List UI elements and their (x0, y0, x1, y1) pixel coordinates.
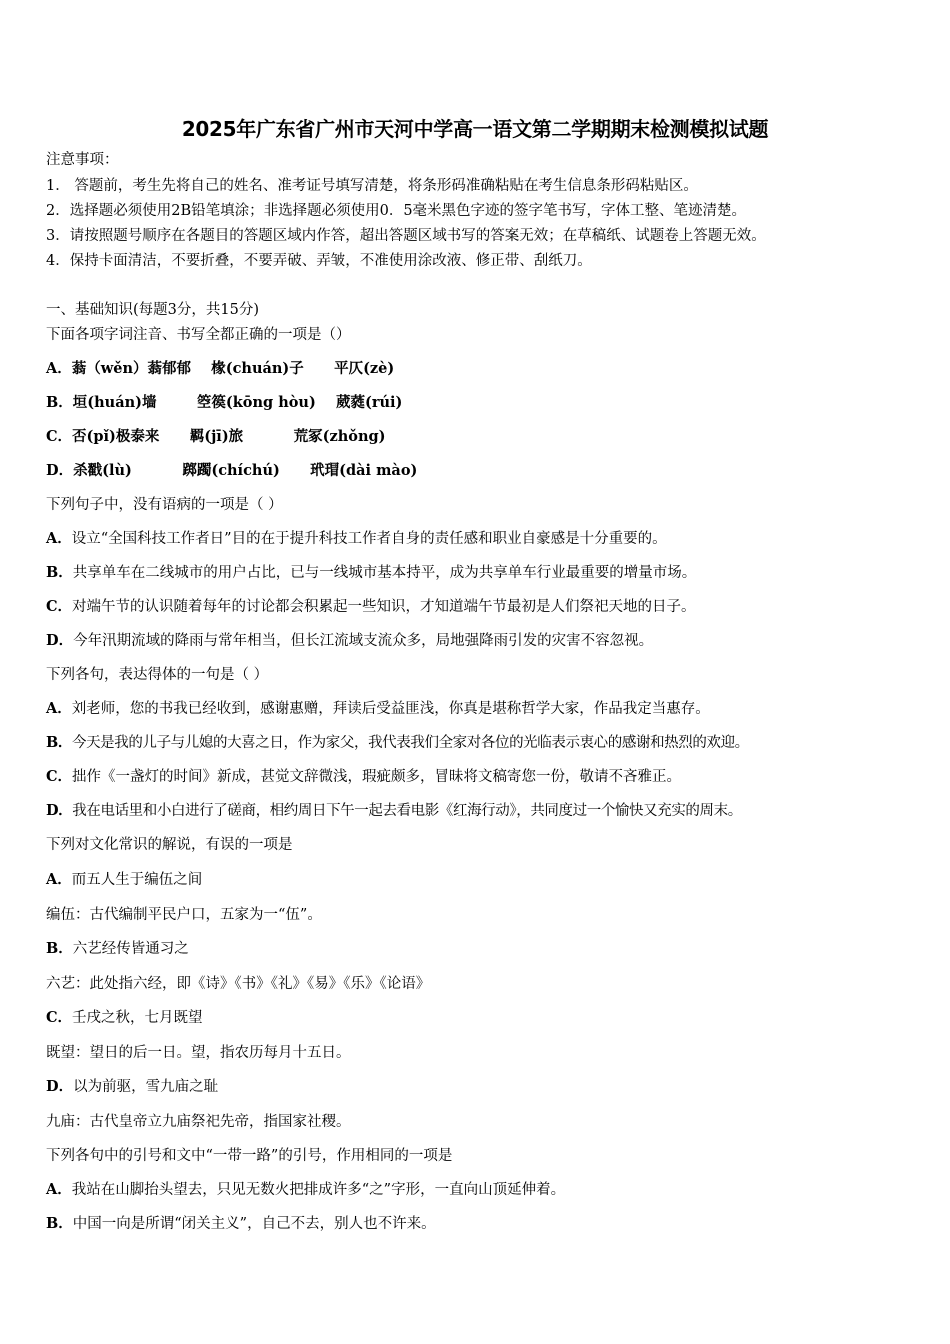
notice-heading: 注意事项： (46, 152, 119, 168)
option-label: A． (46, 360, 72, 377)
option-row (46, 1180, 565, 1200)
option-label: B． (46, 734, 72, 751)
option-label: C． (46, 768, 73, 785)
question-stem: 下列各句中的引号和文中“一带一路”的引号，作用相同的一项是 (46, 1148, 453, 1164)
notice-item: 4．保持卡面清洁，不要折叠，不要弄破、弄皱，不准使用涂改液、修正带、刮纸刀。 (46, 253, 592, 269)
option-label: A． (46, 871, 72, 888)
option-label: D． (46, 462, 74, 479)
option-text: 今天是我的儿子与儿媳的大喜之日，作为家父，我代表我们全家对各位的光临表示衷心的感谢和热烈的欢迎。 (71, 735, 749, 751)
option-text: 今年汛期流域的降雨与常年相当，但长江流域支流众多，局地强降雨引发的灾害不容忽视。 (73, 633, 654, 649)
option-row (46, 597, 696, 617)
option-row (46, 1214, 436, 1234)
option-text: 我站在山脚抬头望去，只见无数火把排成许多“之”字形，一直向山顶延伸着。 (71, 1182, 566, 1198)
option-text: 刘老师，您的书我已经收到，感谢惠赠，拜读后受益匪浅，你真是堪称哲学大家，作品我定当惠存。 (71, 701, 710, 717)
option-text: 壬戌之秋，七月既望 (72, 1010, 203, 1026)
option-label: A． (46, 530, 72, 547)
option-row (46, 1077, 218, 1097)
option-note: 编伍：古代编制平民户口，五家为一“伍”。 (46, 907, 322, 923)
option-label: D． (46, 802, 73, 819)
option-row (46, 393, 402, 413)
option-text: 否(pǐ)极泰来 羁(jī)旅 荒冢(zhǒng) (72, 428, 386, 445)
option-text: 中国一向是所谓“闭关主义”，自己不去，别人也不许来。 (72, 1216, 436, 1232)
option-row (46, 801, 742, 821)
option-text: 杀戳(lù) 踯躅(chíchú) 玳瑁(dài mào) (73, 462, 418, 479)
option-row (46, 529, 667, 549)
option-label: D． (46, 1078, 74, 1095)
option-row (46, 870, 202, 890)
option-text: 拙作《一盏灯的时间》新成，甚觉文辞微浅，瑕疵颇多，冒昧将文稿寄您一份，敬请不吝雅正。 (72, 769, 682, 785)
option-label: C． (46, 598, 73, 615)
option-text: 共享单车在二线城市的用户占比，已与一线城市基本持平，成为共享单车行业最重要的增量市场。 (72, 565, 697, 581)
option-note: 六艺：此处指六经，即《诗》《书》《礼》《易》《乐》《论语》 (46, 976, 431, 992)
option-text: 设立“全国科技工作者日”目的在于提升科技工作者自身的责任感和职业自豪感是十分重要的。 (71, 531, 667, 547)
question-stem: 下面各项字词注音、书写全都正确的一项是（） (46, 327, 351, 343)
option-row (46, 359, 394, 379)
question-stem: 下列句子中，没有语病的一项是（ ） (46, 497, 283, 513)
option-row (46, 427, 386, 447)
option-row (46, 461, 417, 481)
option-row (46, 767, 681, 787)
option-label: A． (46, 700, 72, 717)
option-text: 六艺经传皆通习之 (72, 941, 189, 957)
option-text: 我在电话里和小白进行了磋商，相约周日下午一起去看电影《红海行动》，共同度过一个愉快又充实的周末。 (72, 803, 742, 819)
option-label: C． (46, 428, 73, 445)
option-label: D． (46, 632, 74, 649)
page-title: 2025年广东省广州市天河中学高一语文第二学期期末检测模拟试题 (181, 117, 769, 141)
notice-item: 1． 答题前，考生先将自己的姓名、准考证号填写清楚，将条形码准确粘贴在考生信息条形码粘贴区。 (46, 178, 698, 194)
option-note: 既望：望日的后一日。望，指农历每月十五日。 (46, 1045, 351, 1061)
option-row (46, 699, 710, 719)
option-label: C． (46, 1009, 73, 1026)
option-text: 对端午节的认识随着每年的讨论都会积累起一些知识，才知道端午节最初是人们祭祀天地的日子。 (72, 599, 696, 615)
option-label: B． (46, 564, 73, 581)
option-row (46, 939, 189, 959)
option-text: 蓊（wěn）蓊郁郁 椽(chuán)子 平仄(zè) (71, 360, 395, 377)
option-note: 九庙：古代皇帝立九庙祭祀先帝，指国家社稷。 (46, 1114, 351, 1130)
notice-item: 3．请按照题号顺序在各题目的答题区域内作答，超出答题区域书写的答案无效；在草稿纸、试题卷上答题无效。 (46, 228, 766, 244)
option-row (46, 563, 696, 583)
option-row (46, 631, 653, 651)
question-stem: 下列对文化常识的解说，有误的一项是 (46, 837, 293, 853)
option-row (46, 733, 749, 753)
option-label: A． (46, 1181, 72, 1198)
option-text: 以为前驱，雪九庙之耻 (73, 1079, 219, 1095)
notice-item: 2．选择题必须使用2B铅笔填涂；非选择题必须使用0．5毫米黑色字迹的签字笔书写，字体工整、笔迹清楚。 (46, 203, 747, 219)
option-label: B． (46, 394, 73, 411)
option-text: 垣(huán)墙 箜篌(kōng hòu) 葳蕤(rúi) (72, 394, 403, 411)
question-stem: 下列各句，表达得体的一句是（ ） (46, 667, 269, 683)
option-row (46, 1008, 203, 1028)
option-label: B． (46, 940, 73, 957)
option-label: B． (46, 1215, 73, 1232)
section-heading: 一、基础知识(每题3分，共15分) (46, 302, 259, 318)
option-text: 而五人生于编伍之间 (71, 872, 203, 888)
